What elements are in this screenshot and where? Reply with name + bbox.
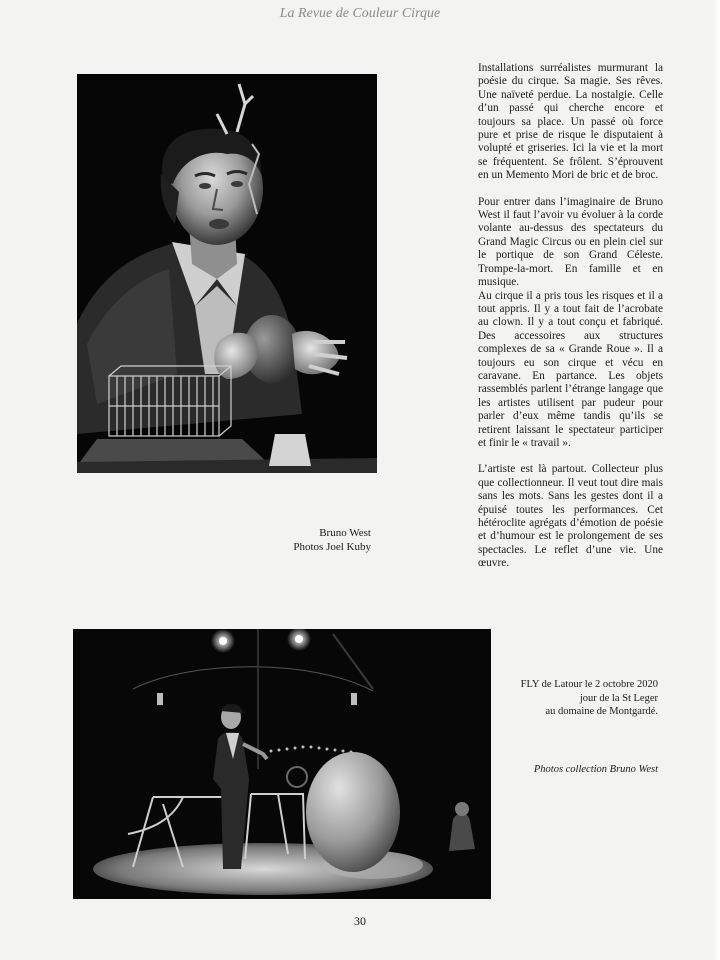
caption-credit: Photos Joel Kuby (293, 541, 371, 553)
article-paragraph: Pour entrer dans l’imaginaire de Bruno West il faut l’avoir vu évoluer à la corde volante au-dessus des spectateurs du Grand Magic Circus ou en plein ciel sur le portique de son Grand Céleste. Trompe-la-mort. En famille et en musique. (478, 195, 663, 289)
stage-caption-line: FLY de Latour le 2 octobre 2020 (520, 679, 658, 690)
article-paragraph: Installations surréalistes murmurant la poésie du cirque. Sa magie. Ses rêves. Une naïveté perdue. La nostalgie. Celle d’un passé qui cherche encore et toujours sa place. Un passé où force pure et prise de risque le disputaient à volupté et griseries. Ici la vie et la mort se fréquentent. Se frôlent. S’éprouvent en un Memento Mori de bric et de broc. (478, 62, 663, 182)
portrait-caption (200, 526, 371, 554)
stage-caption (500, 678, 658, 719)
stage-photo-art (73, 629, 491, 899)
collection-credit: Photos collection Bruno West (533, 764, 658, 775)
caption-name: Bruno West (319, 527, 371, 539)
article-paragraph: Au cirque il a pris tous les risques et il a tout appris. Il y a tout fait de l’acrobate au clown. Il y a tout conçu et fabriqué. Des accessoires aux structures complexes de sa « Grande Roue ». Il a toujours eu son cirque et vécu en caravane. En partance. Les objets rassemblés parlent l’étrange langage que les artistes utilisent par pudeur pour parler d’eux même tandis qu’ils se retirent laissant le spectateur participer et finir le « travail ». (478, 289, 663, 449)
article-body (478, 62, 663, 584)
stage-caption-line: au domaine de Montgardé. (545, 706, 658, 717)
page-number: 30 (354, 914, 366, 928)
article-paragraph: L’artiste est là partout. Collecteur plus que collectionneur. Il veut tout dire mais sans les mots. Sans les gestes dont il a épuisé toutes les performances. Cet hétéroclite agrégats d’émotion de poésie et d’humour est le prolongement de ses spectacles. Le reflet d’une vie. Une œuvre. (478, 463, 663, 570)
stage-photo (73, 629, 491, 899)
portrait-photo-art (77, 74, 377, 473)
running-head: La Revue de Couleur Cirque (279, 6, 441, 21)
portrait-photo (77, 74, 377, 473)
page-edge (712, 0, 720, 960)
stage-caption-line: jour de la St Leger (579, 692, 658, 704)
